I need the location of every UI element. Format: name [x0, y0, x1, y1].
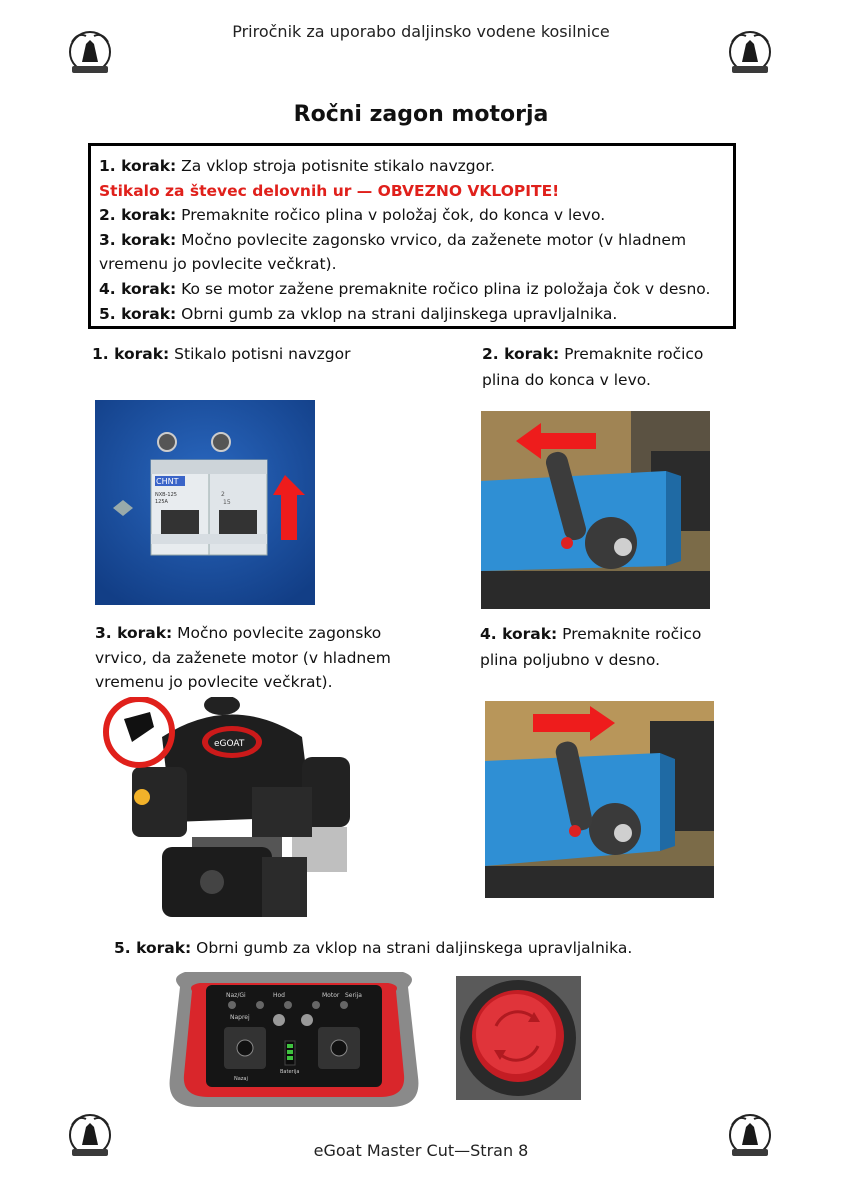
- steps-line-4: 4. korak: Ko se motor zažene premaknite ročico plina iz položaja čok v desno.: [99, 279, 711, 298]
- throttle-right-photo: [485, 701, 714, 898]
- page-footer: eGoat Master Cut—Stran 8: [313, 1141, 529, 1160]
- caption-step-3: 3. korak: Močno povlecite zagonsko vrvico, da zaženete motor (v hladnem vremenu jo povlecite večkrat).: [95, 624, 391, 691]
- engine-photo: [102, 697, 362, 929]
- breaker-model: NXB-125: [155, 492, 177, 498]
- throttle-left-photo: [481, 411, 710, 609]
- remote-label: Naz/Gi: [226, 992, 246, 999]
- steps-line-2: 2. korak: Premaknite ročico plina v položaj čok, do konca v levo.: [99, 206, 606, 225]
- caption-step-2: 2. korak: Premaknite ročico plina do konca v levo.: [482, 345, 704, 389]
- caption-step-5: 5. korak: Obrni gumb za vklop na strani daljinskega upravljalnika.: [114, 939, 633, 957]
- remote-label: Nazaj: [234, 1076, 248, 1082]
- battery-label: Baterija: [280, 1069, 300, 1075]
- caption-step-4: 4. korak: Premaknite ročico plina poljubno v desno.: [480, 625, 702, 669]
- warning-line: Stikalo za števec delovnih ur — OBVEZNO VKLOPITE!: [99, 181, 560, 200]
- remote-knob-icon: [301, 1014, 313, 1026]
- remote-label: Naprej: [230, 1014, 250, 1021]
- breaker-rating: 125A: [155, 499, 168, 505]
- breaker-brand: CHNT: [156, 477, 179, 486]
- remote-label: Serija: [345, 992, 362, 999]
- steps-line-3: 3. korak: Močno povlecite zagonsko vrvico, da zaženete motor (v hladnem vremenu jo povlecite večkrat).: [99, 230, 687, 274]
- joystick-left-icon: [237, 1040, 253, 1056]
- remote-knob-icon: [273, 1014, 285, 1026]
- engine-badge: eGOAT: [214, 739, 245, 749]
- remote-control-photo: [160, 967, 428, 1112]
- page-title: Ročni zagon motorja: [293, 102, 549, 127]
- caption-step-1: 1. korak: Stikalo potisni navzgor: [92, 345, 351, 363]
- breaker-photo: [95, 400, 315, 605]
- remote-label: Motor: [322, 992, 340, 999]
- breaker-pole-label: 2: [221, 491, 225, 498]
- goat-logo-icon: [724, 26, 776, 78]
- breaker-pole-label: 15: [223, 499, 231, 506]
- steps-box: [88, 143, 736, 329]
- steps-line-1: 1. korak: Za vklop stroja potisnite stikalo navzgor.: [99, 157, 495, 175]
- remote-label: Hod: [273, 992, 285, 999]
- steps-line-5: 5. korak: Obrni gumb za vklop na strani daljinskega upravljalnika.: [99, 304, 618, 323]
- header-title: Priročnik za uporabo daljinsko vodene kosilnice: [232, 22, 610, 41]
- joystick-right-icon: [331, 1040, 347, 1056]
- power-knob-photo: [456, 976, 581, 1100]
- goat-logo-icon: [64, 26, 116, 78]
